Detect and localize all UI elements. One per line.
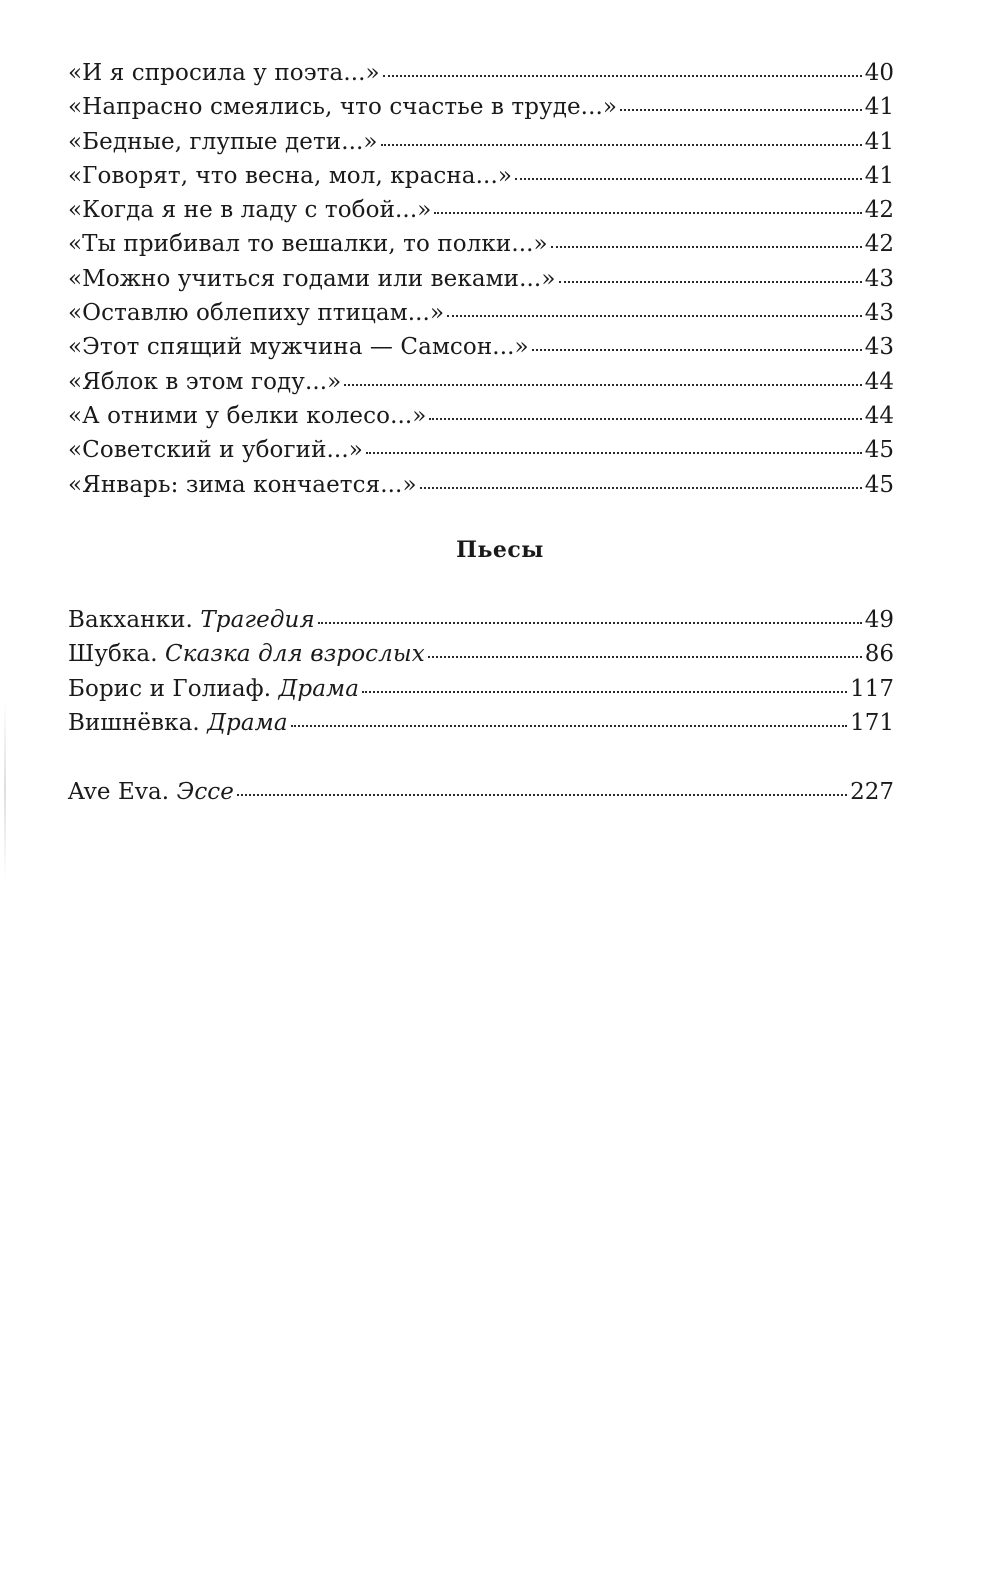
dot-leader xyxy=(362,691,847,693)
entry-title xyxy=(68,775,234,809)
entry-title-main: Ave Eva. xyxy=(68,779,170,805)
section-heading-plays: Пьесы xyxy=(456,537,544,563)
entry-page-number: 43 xyxy=(864,300,894,327)
toc-entry xyxy=(68,775,894,809)
entry-title xyxy=(68,603,315,637)
entry-title: «Можно учиться годами или веками...» xyxy=(68,265,556,292)
entry-page-number: 44 xyxy=(864,402,894,429)
entry-title-main: Вишнёвка. xyxy=(68,709,200,736)
entry-page-number: 117 xyxy=(850,675,894,702)
entry-page-number: 42 xyxy=(864,197,894,224)
entry-page-number: 44 xyxy=(864,368,894,395)
entry-page-number: 227 xyxy=(850,779,894,805)
entry-page-number: 40 xyxy=(864,60,894,86)
entry-page-number: 171 xyxy=(850,709,894,736)
toc-entry xyxy=(68,672,894,706)
dot-leader xyxy=(428,656,862,658)
dot-leader xyxy=(620,109,862,111)
entry-title-main: Шубка. xyxy=(68,641,158,668)
entry-page-number: 45 xyxy=(864,437,894,464)
toc-entry xyxy=(68,262,894,296)
entry-page-number: 41 xyxy=(864,94,894,121)
entry-title xyxy=(68,706,288,740)
toc-entry xyxy=(68,603,894,637)
scan-edge-shadow xyxy=(4,700,6,880)
entry-title: «А отними у белки колесо...» xyxy=(68,402,427,429)
entry-title: «Ты прибивал то вешалки, то полки...» xyxy=(68,231,548,258)
entry-title: «И я спросила у поэта...» xyxy=(68,60,380,86)
entry-page-number: 86 xyxy=(864,641,894,668)
toc-entry xyxy=(68,330,894,364)
entry-title: «Говорят, что весна, мол, красна...» xyxy=(68,162,513,189)
toc-entry xyxy=(68,433,894,467)
entry-title: «Оставлю облепиху птицам...» xyxy=(68,300,445,327)
entry-title xyxy=(68,672,359,706)
toc-entry xyxy=(68,637,894,671)
entry-title: «Когда я не в ладу с тобой...» xyxy=(68,197,432,224)
dot-leader xyxy=(344,384,861,386)
entry-title: «Этот спящий мужчина — Самсон...» xyxy=(68,334,529,361)
entry-genre: Трагедия xyxy=(200,607,315,633)
entry-genre: Сказка для взрослых xyxy=(165,641,425,668)
entry-genre: Драма xyxy=(207,709,288,736)
dot-leader xyxy=(318,622,862,624)
entry-page-number: 43 xyxy=(864,265,894,292)
dot-leader xyxy=(515,178,862,180)
toc-entry xyxy=(68,159,894,193)
entry-page-number: 42 xyxy=(864,231,894,258)
toc-entry xyxy=(68,227,894,261)
dot-leader xyxy=(532,349,862,351)
dot-leader xyxy=(447,315,862,317)
entry-title: «Напрасно смеялись, что счастье в труде...» xyxy=(68,94,618,121)
dot-leader xyxy=(429,418,861,420)
plays-list xyxy=(68,603,894,740)
entry-page-number: 45 xyxy=(864,471,894,498)
toc-entry xyxy=(68,365,894,399)
toc-entry xyxy=(68,706,894,740)
entry-page-number: 41 xyxy=(864,128,894,155)
dot-leader xyxy=(237,794,847,796)
dot-leader xyxy=(366,452,862,454)
entry-title: «Советский и убогий...» xyxy=(68,437,363,464)
dot-leader xyxy=(381,144,862,146)
dot-leader xyxy=(291,725,847,727)
toc-entry xyxy=(68,468,894,502)
entry-genre: Эссе xyxy=(176,779,234,805)
dot-leader xyxy=(434,212,861,214)
entry-title xyxy=(68,637,425,671)
toc-entry xyxy=(68,399,894,433)
entry-page-number: 49 xyxy=(864,607,894,633)
toc-entry xyxy=(68,296,894,330)
dot-leader xyxy=(551,246,862,248)
entry-title: «Бедные, глупые дети...» xyxy=(68,128,378,155)
entry-title-main: Борис и Голиаф. xyxy=(68,675,272,702)
poems-list xyxy=(68,56,894,502)
toc-entry xyxy=(68,125,894,159)
entry-genre: Драма xyxy=(278,675,360,702)
entry-title: «Яблок в этом году...» xyxy=(68,368,342,395)
dot-leader xyxy=(420,487,862,489)
toc-entry xyxy=(68,90,894,124)
toc-entry xyxy=(68,56,894,90)
toc-entry xyxy=(68,193,894,227)
entry-title: «Январь: зима кончается...» xyxy=(68,471,417,498)
entry-page-number: 41 xyxy=(864,162,894,189)
dot-leader xyxy=(559,281,862,283)
entry-title-main: Вакханки. xyxy=(68,607,193,633)
essay-list xyxy=(68,775,894,809)
entry-page-number: 43 xyxy=(864,334,894,361)
dot-leader xyxy=(383,75,862,77)
